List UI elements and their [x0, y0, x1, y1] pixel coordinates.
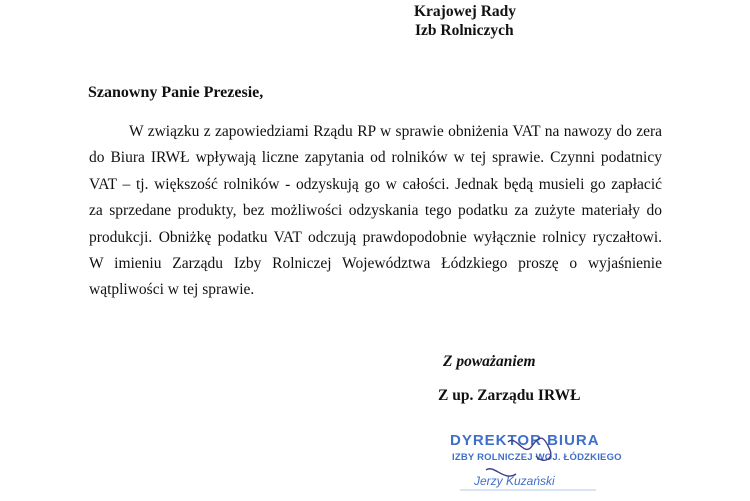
- closing-phrase: Z poważaniem: [443, 353, 536, 370]
- salutation: Szanowny Panie Prezesie,: [88, 84, 264, 101]
- signer-line: Z up. Zarządu IRWŁ: [438, 387, 581, 404]
- body-line-7: wątpliwości w tej sprawie.: [89, 281, 255, 299]
- recipient-line-1: Krajowej Rady: [414, 3, 517, 20]
- handwritten-signature: [446, 430, 606, 501]
- body-line-4: za sprzedane produkty, bez możliwości odzyskania tego podatku za zużyte materiały do: [89, 202, 662, 220]
- recipient-line-2: Izb Rolniczych: [415, 22, 514, 39]
- official-stamp: [446, 430, 622, 501]
- stamp-title: DYREKTOR BIURA: [450, 432, 600, 449]
- body-line-6: W imieniu Zarządu Izby Rolniczej Województwa Łódzkiego proszę o wyjaśnienie: [89, 255, 662, 273]
- body-line-2: do Biura IRWŁ wpływają liczne zapytania od rolników w tej sprawie. Czynni podatnicy: [89, 149, 662, 167]
- stamp-organization: IZBY ROLNICZEJ WOJ. ŁÓDZKIEGO: [452, 452, 622, 463]
- body-line-3: VAT – tj. większość rolników - odzyskują go w całości. Jednak będą musieli go zapłacić: [89, 175, 662, 193]
- body-line-1: W związku z zapowiedziami Rządu RP w sprawie obniżenia VAT na nawozy do zera: [129, 123, 662, 140]
- letter-body: [89, 119, 662, 304]
- stamp-signature-name: Jerzy Kuzański: [474, 474, 555, 488]
- body-line-5: produkcji. Obniżkę podatku VAT odczują prawdopodobnie wyłącznie rolnicy ryczałtowi.: [89, 228, 662, 246]
